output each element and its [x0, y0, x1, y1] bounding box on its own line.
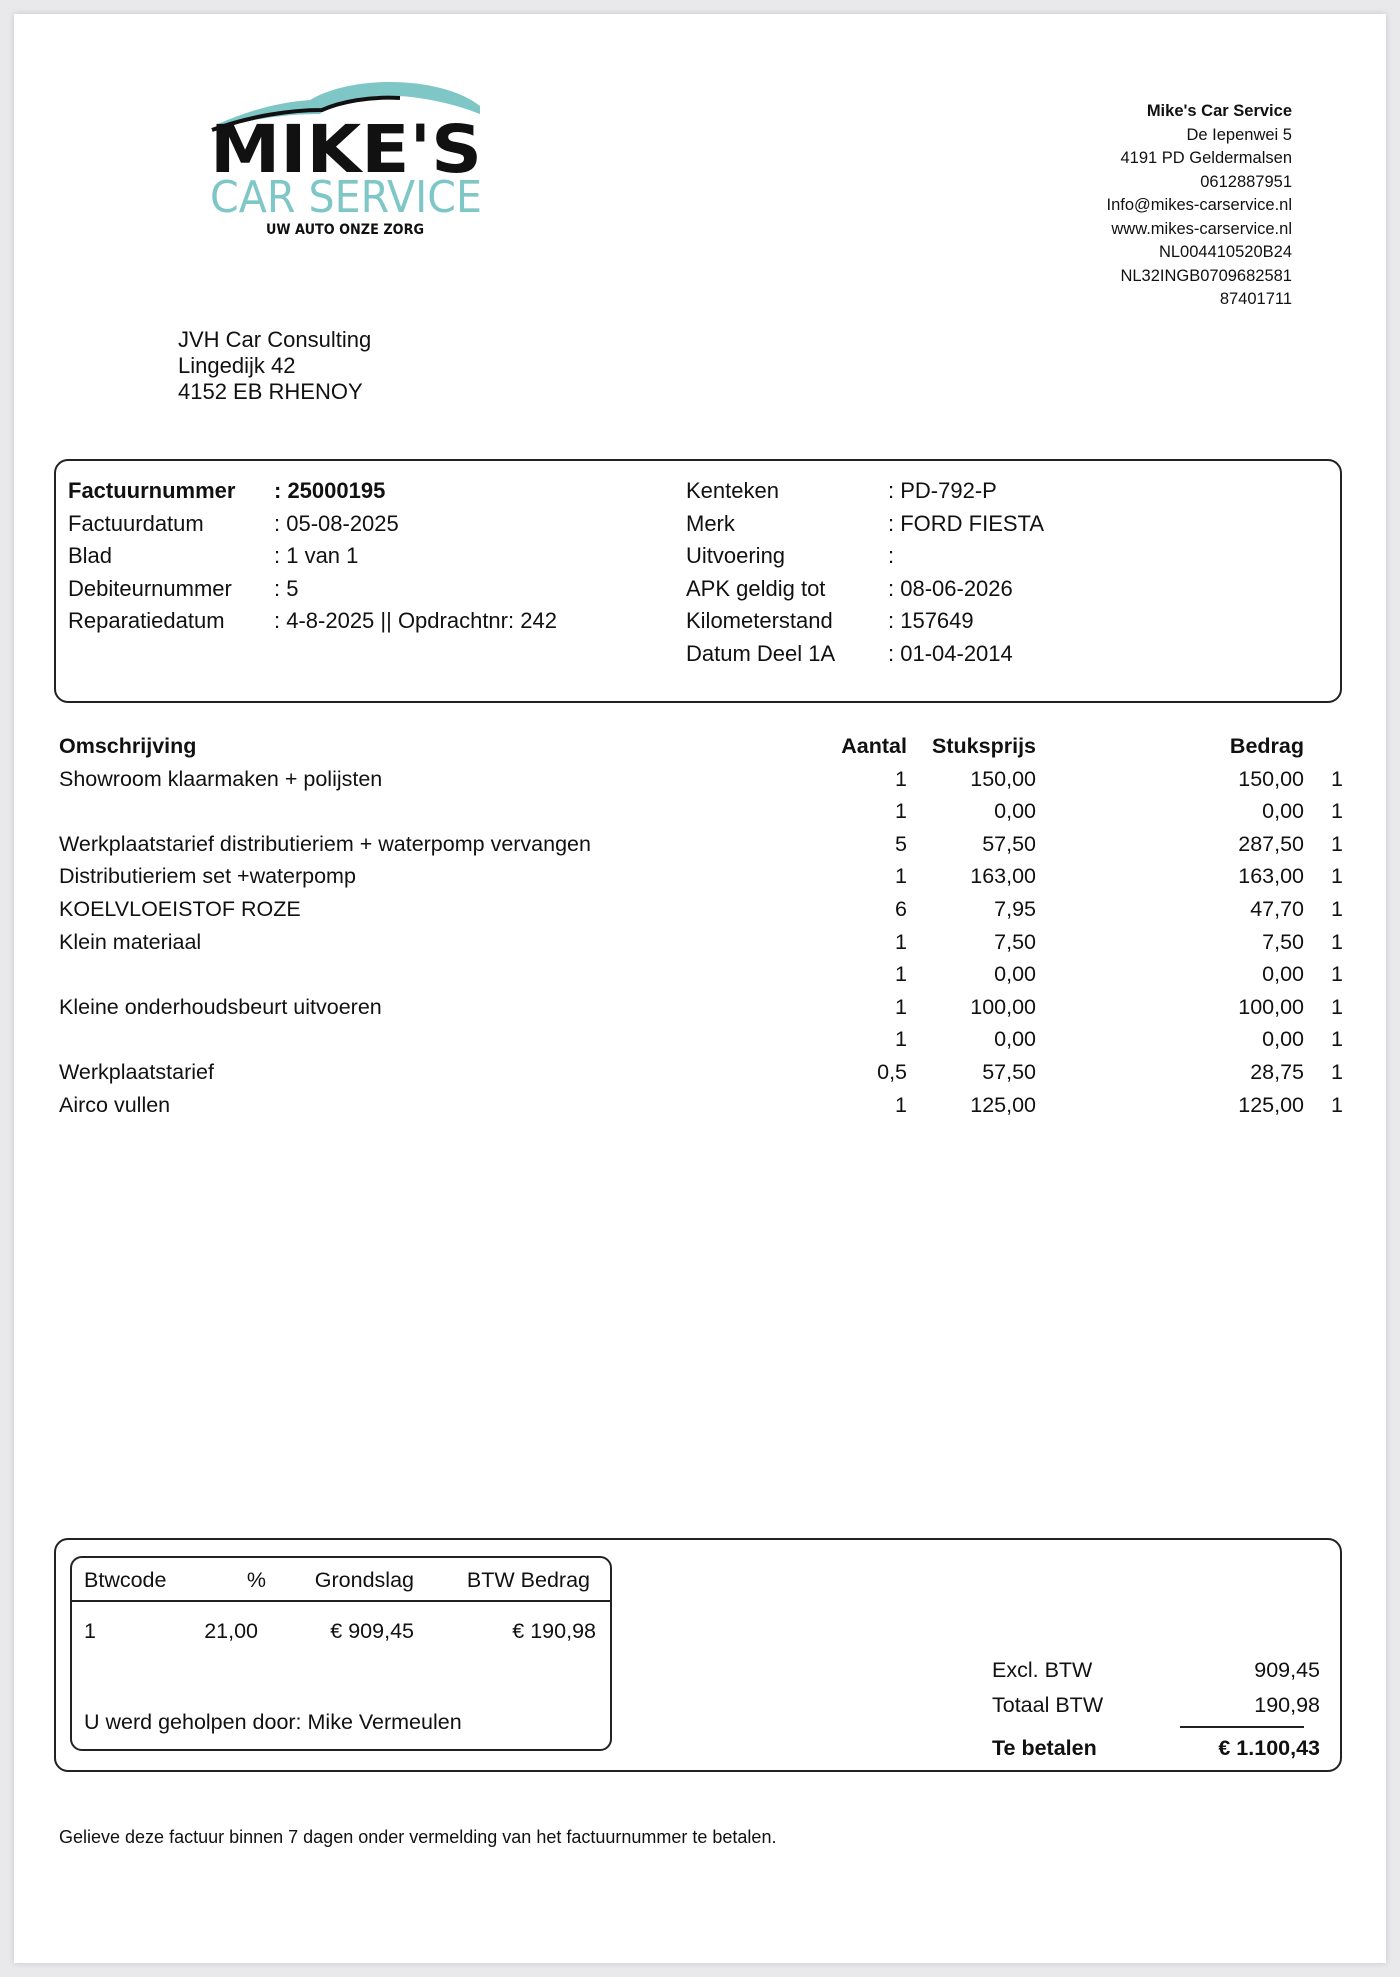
vat-row-percent: 21,00	[204, 1619, 258, 1643]
line-description: Kleine onderhoudsbeurt uitvoeren	[59, 994, 382, 1019]
company-city: 4191 PD Geldermalsen	[1120, 149, 1292, 167]
invoice-line-row	[59, 828, 1359, 861]
vehicle-info-value: : 157649	[888, 608, 974, 634]
line-vat-code: 1	[1331, 799, 1343, 824]
line-quantity: 1	[895, 1092, 907, 1117]
line-description: Klein materiaal	[59, 929, 202, 954]
company-phone: 0612887951	[1200, 172, 1292, 191]
logo-name-line2: CAR SERVICE	[210, 172, 482, 223]
line-vat-code: 1	[1331, 864, 1343, 889]
vehicle-info-value: : 08-06-2026	[888, 575, 1013, 601]
vehicle-info-value: :	[888, 543, 895, 569]
invoice-line-row	[59, 958, 1359, 991]
recipient-name: JVH Car Consulting	[178, 327, 372, 352]
vehicle-info-label: Kilometerstand	[686, 608, 833, 634]
line-description: Werkplaatstarief	[59, 1059, 214, 1084]
invoice-info-label: Factuurdatum	[68, 510, 204, 536]
vat-header-percent: %	[246, 1568, 266, 1592]
vat-header-code: Btwcode	[84, 1568, 167, 1592]
invoice-line-row	[59, 1023, 1359, 1056]
total-vat-value: 190,98	[1254, 1693, 1320, 1717]
amount-due-label: Te betalen	[992, 1736, 1097, 1760]
recipient-city: 4152 EB RHENOY	[178, 379, 363, 404]
helped-by-text: U werd geholpen door: Mike Vermeulen	[84, 1710, 462, 1734]
invoice-line-row	[59, 991, 1359, 1024]
vehicle-info-label: Uitvoering	[686, 543, 786, 569]
amount-due-value: € 1.100,43	[1218, 1736, 1320, 1760]
invoice-info-label: Factuurnummer	[68, 478, 236, 503]
line-amount: 150,00	[1238, 766, 1304, 791]
vehicle-info-label: Datum Deel 1A	[686, 641, 836, 666]
line-quantity: 6	[895, 896, 907, 921]
company-iban: NL32INGB0709682581	[1120, 266, 1292, 285]
line-unit-price: 57,50	[982, 831, 1036, 856]
line-amount: 287,50	[1238, 831, 1304, 856]
invoice-info-value: : 1 van 1	[274, 543, 359, 569]
logo-tagline: UW AUTO ONZE ZORG	[266, 222, 424, 238]
line-vat-code: 1	[1331, 994, 1343, 1019]
line-quantity: 1	[895, 864, 907, 889]
vat-header-base: Grondslag	[314, 1568, 414, 1592]
line-description: Werkplaatstarief distributieriem + waterpomp vervangen	[59, 831, 591, 856]
line-vat-code: 1	[1331, 896, 1343, 921]
invoice-line-row	[59, 795, 1359, 828]
line-unit-price: 150,00	[970, 766, 1036, 791]
company-email: Info@mikes-carservice.nl	[1106, 196, 1292, 214]
vehicle-info-label: Merk	[686, 510, 735, 536]
logo-name-line1: MIKE'S	[210, 111, 482, 188]
invoice-info-value: : 4-8-2025 || Opdrachtnr: 242	[274, 608, 557, 634]
totals-box	[54, 1538, 1342, 1772]
line-amount: 28,75	[1250, 1059, 1304, 1084]
invoice-items-table	[59, 730, 1359, 1121]
invoice-info-box	[54, 459, 1342, 703]
line-quantity: 1	[895, 962, 907, 987]
company-name: Mike's Car Service	[1146, 102, 1292, 120]
invoice-line-row	[59, 1089, 1359, 1122]
invoice-info-value: : 05-08-2025	[274, 510, 399, 536]
company-vat-number: NL004410520B24	[1158, 243, 1292, 261]
vat-header-row	[72, 1558, 610, 1602]
header-quantity: Aantal	[841, 734, 907, 758]
vehicle-info-value: : 01-04-2014	[888, 641, 1013, 666]
line-unit-price: 0,00	[994, 799, 1036, 824]
line-unit-price: 7,95	[994, 896, 1036, 921]
total-divider	[1180, 1726, 1304, 1728]
invoice-line-row	[59, 860, 1359, 893]
vat-header-amount: BTW Bedrag	[466, 1568, 590, 1592]
line-unit-price: 0,00	[994, 1027, 1036, 1052]
vehicle-info-value: : FORD FIESTA	[888, 510, 1045, 536]
line-vat-code: 1	[1331, 929, 1343, 954]
invoice-line-row	[59, 893, 1359, 926]
vehicle-info-label: APK geldig tot	[686, 575, 826, 601]
line-vat-code: 1	[1331, 1027, 1343, 1052]
company-street: De Iepenwei 5	[1186, 125, 1292, 144]
excl-vat-label: Excl. BTW	[992, 1658, 1093, 1682]
line-unit-price: 163,00	[970, 864, 1036, 889]
line-unit-price: 125,00	[970, 1092, 1036, 1117]
line-amount: 47,70	[1250, 896, 1304, 921]
line-quantity: 1	[895, 799, 907, 824]
line-quantity: 1	[895, 766, 907, 791]
company-details	[1107, 100, 1292, 312]
invoice-info-value: : 5	[274, 575, 299, 601]
recipient-address	[178, 327, 371, 405]
line-amount: 125,00	[1238, 1092, 1304, 1117]
vehicle-info-value: : PD-792-P	[888, 478, 997, 503]
line-quantity: 1	[895, 1027, 907, 1052]
total-vat-label: Totaal BTW	[992, 1693, 1104, 1717]
line-unit-price: 7,50	[994, 929, 1036, 954]
invoice-info-label: Debiteurnummer	[68, 575, 232, 601]
line-description: Airco vullen	[59, 1092, 171, 1117]
excl-vat-value: 909,45	[1254, 1658, 1320, 1682]
invoice-line-row	[59, 763, 1359, 796]
mikes-car-service-logo	[210, 80, 485, 250]
line-amount: 100,00	[1238, 994, 1304, 1019]
line-unit-price: 57,50	[982, 1059, 1036, 1084]
invoice-info-label: Blad	[68, 543, 113, 569]
vat-row-code: 1	[84, 1619, 96, 1643]
line-vat-code: 1	[1331, 766, 1343, 791]
line-description: Distributieriem set +waterpomp	[59, 864, 356, 889]
line-vat-code: 1	[1331, 831, 1343, 856]
line-description: Showroom klaarmaken + polijsten	[59, 766, 383, 791]
header-amount: Bedrag	[1229, 734, 1304, 758]
recipient-street: Lingedijk 42	[178, 353, 296, 378]
line-unit-price: 0,00	[994, 962, 1036, 987]
invoice-line-row	[59, 1056, 1359, 1089]
line-amount: 0,00	[1262, 1027, 1304, 1052]
invoice-info-label: Reparatiedatum	[68, 608, 225, 634]
line-quantity: 5	[895, 831, 907, 856]
vat-summary-box	[70, 1556, 612, 1751]
items-body	[59, 763, 1359, 1122]
vat-row-base: € 909,45	[330, 1619, 414, 1643]
items-header-row	[59, 730, 1359, 763]
header-description: Omschrijving	[59, 734, 197, 758]
line-amount: 163,00	[1238, 864, 1304, 889]
line-amount: 0,00	[1262, 799, 1304, 824]
company-kvk: 87401711	[1219, 290, 1292, 308]
invoice-info-value: : 25000195	[274, 478, 386, 503]
invoice-page	[14, 14, 1386, 1963]
vehicle-info-label: Kenteken	[686, 478, 779, 503]
line-vat-code: 1	[1331, 1092, 1343, 1117]
line-amount: 7,50	[1262, 929, 1304, 954]
vat-row-amount: € 190,98	[512, 1619, 596, 1643]
line-quantity: 1	[895, 994, 907, 1019]
header-unit-price: Stuksprijs	[932, 734, 1036, 758]
invoice-line-row	[59, 926, 1359, 959]
line-quantity: 0,5	[877, 1059, 907, 1084]
line-vat-code: 1	[1331, 1059, 1343, 1084]
line-quantity: 1	[895, 929, 907, 954]
payment-note: Gelieve deze factuur binnen 7 dagen onder vermelding van het factuurnummer te betalen.	[59, 1827, 777, 1847]
line-vat-code: 1	[1331, 962, 1343, 987]
line-unit-price: 100,00	[970, 994, 1036, 1019]
company-website: www.mikes-carservice.nl	[1111, 219, 1292, 238]
line-description: KOELVLOEISTOF ROZE	[59, 896, 301, 921]
line-amount: 0,00	[1262, 962, 1304, 987]
